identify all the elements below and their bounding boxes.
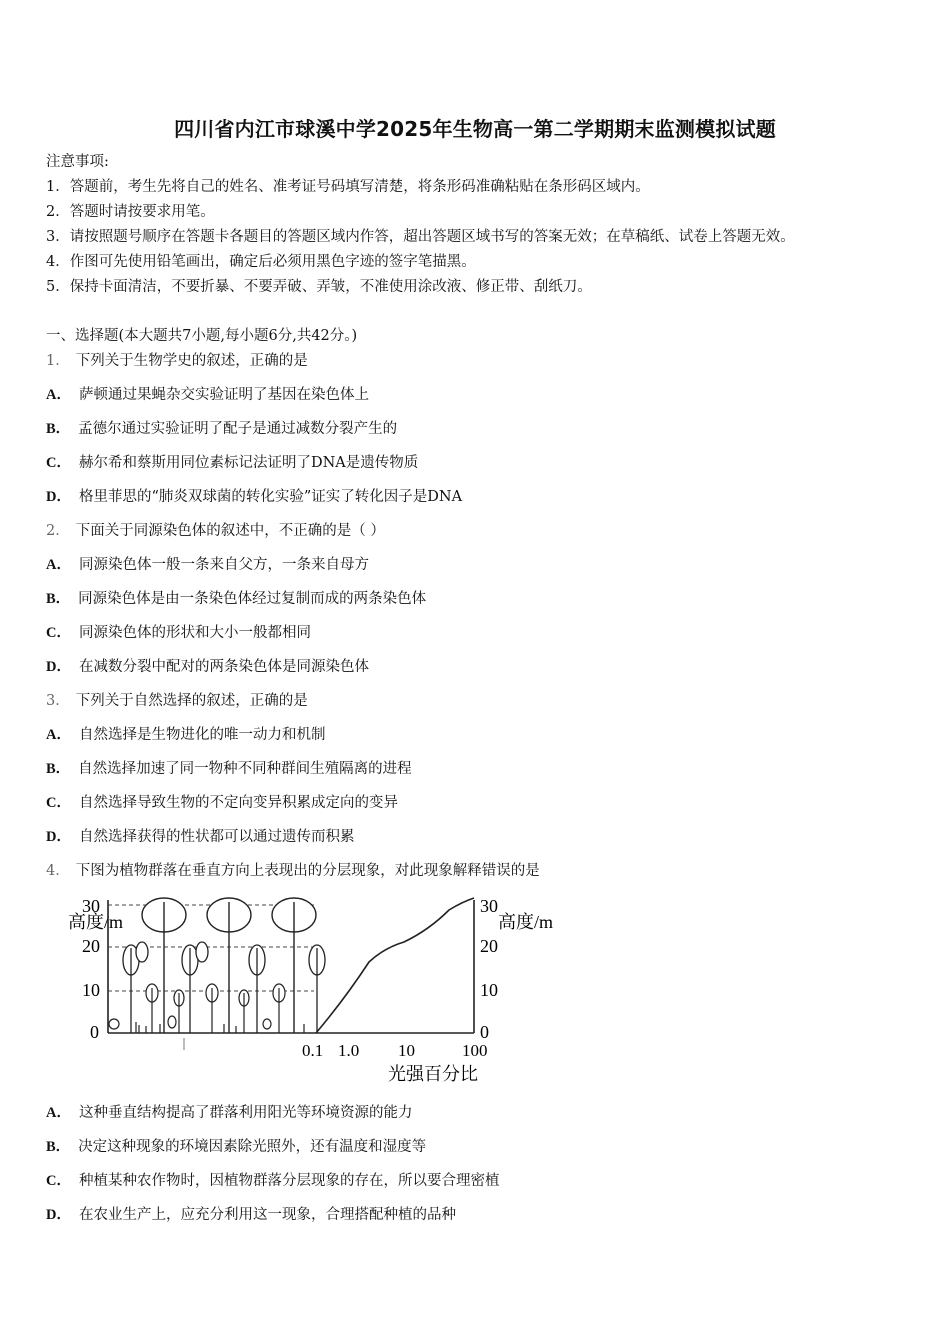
option bbox=[46, 793, 398, 813]
option bbox=[46, 1205, 456, 1225]
option-letter: B． bbox=[46, 761, 71, 777]
option bbox=[46, 385, 369, 405]
question-text: 下列关于生物学史的叙述，正确的是 bbox=[75, 353, 308, 369]
option-text: 自然选择获得的性状都可以通过遗传而积累 bbox=[78, 829, 355, 845]
option-letter: D． bbox=[46, 1207, 71, 1223]
notice-item: 4．作图可先使用铅笔画出，确定后必须用黑色字迹的签字笔描黑。 bbox=[46, 254, 476, 270]
page-title: 四川省内江市球溪中学2025年生物高一第二学期期末监测模拟试题 bbox=[174, 117, 776, 141]
question-number: 3． bbox=[46, 693, 70, 709]
option-letter: A． bbox=[46, 387, 71, 403]
option-text: 自然选择加速了同一物种不同种群间生殖隔离的进程 bbox=[78, 761, 412, 777]
herb-layer bbox=[109, 984, 304, 1050]
option-letter: D． bbox=[46, 829, 71, 845]
option-text: 决定这种现象的环境因素除光照外，还有温度和湿度等 bbox=[78, 1139, 427, 1155]
question-text: 下图为植物群落在垂直方向上表现出的分层现象，对此现象解释错误的是 bbox=[75, 863, 540, 879]
option-letter: B． bbox=[46, 591, 71, 607]
option-letter: C． bbox=[46, 455, 71, 471]
option-text: 同源染色体一般一条来自父方，一条来自母方 bbox=[78, 557, 369, 573]
right-axis-label: 高度/m bbox=[498, 912, 554, 932]
question-text: 下列关于自然选择的叙述，正确的是 bbox=[75, 693, 308, 709]
question-stem bbox=[46, 351, 308, 371]
figure-svg bbox=[68, 890, 554, 1090]
question-stem bbox=[46, 521, 385, 541]
question-stem bbox=[46, 861, 540, 881]
option bbox=[46, 623, 311, 643]
option bbox=[46, 555, 369, 575]
question-text: 下面关于同源染色体的叙述中，不正确的是（ ） bbox=[75, 523, 385, 539]
option bbox=[46, 657, 369, 677]
option bbox=[46, 487, 462, 507]
option bbox=[46, 759, 412, 779]
option bbox=[46, 419, 397, 439]
x-tick-10: 10 bbox=[398, 1041, 415, 1060]
option bbox=[46, 1171, 499, 1191]
option-letter: A． bbox=[46, 557, 71, 573]
notice-item: 3．请按照题号顺序在答题卡各题目的答题区域内作答，超出答题区域书写的答案无效；在草稿纸、试卷上答题无效。 bbox=[46, 229, 795, 245]
option-text: 同源染色体的形状和大小一般都相同 bbox=[78, 625, 311, 641]
option bbox=[46, 453, 418, 473]
left-axis-label-text: 高度/m bbox=[68, 912, 124, 932]
option-text: 自然选择是生物进化的唯一动力和机制 bbox=[78, 727, 326, 743]
option-text: 赫尔希和蔡斯用同位素标记法证明了DNA是遗传物质 bbox=[78, 455, 419, 471]
option-letter: D． bbox=[46, 659, 71, 675]
option-text: 这种垂直结构提高了群落利用阳光等环境资源的能力 bbox=[78, 1105, 413, 1121]
option-letter: A． bbox=[46, 727, 71, 743]
option-letter: A． bbox=[46, 1105, 71, 1121]
option-letter: D． bbox=[46, 489, 71, 505]
option-text: 孟德尔通过实验证明了配子是通过减数分裂产生的 bbox=[78, 421, 398, 437]
option-text: 种植某种农作物时，因植物群落分层现象的存在，所以要合理密植 bbox=[78, 1173, 500, 1189]
x-tick-100: 100 bbox=[462, 1041, 488, 1060]
x-axis-label: 光强百分比 bbox=[388, 1064, 478, 1084]
option-text: 在农业生产上，应充分利用这一现象，合理搭配种植的品种 bbox=[78, 1207, 456, 1223]
y-tick-20: 20 bbox=[82, 936, 100, 956]
x-tick-1.0: 1.0 bbox=[338, 1041, 360, 1060]
option-text: 萨顿通过果蝇杂交实验证明了基因在染色体上 bbox=[78, 387, 369, 403]
y-tick-0: 0 bbox=[90, 1022, 99, 1042]
vertical-stratification-figure bbox=[68, 890, 554, 1090]
y-tick-30: 30 bbox=[82, 896, 100, 916]
light-curve bbox=[316, 898, 474, 1033]
option-text: 格里菲思的“肺炎双球菌的转化实验”证实了转化因子是DNA bbox=[78, 489, 463, 505]
question-stem bbox=[46, 691, 308, 711]
y-tick-10: 10 bbox=[82, 980, 100, 1000]
right-y-tick-30: 30 bbox=[480, 896, 498, 916]
notice-heading: 注意事项: bbox=[46, 154, 109, 170]
option-text: 自然选择导致生物的不定向变异积累成定向的变异 bbox=[78, 795, 398, 811]
option-letter: B． bbox=[46, 1139, 71, 1155]
option bbox=[46, 725, 325, 745]
question-number: 4． bbox=[46, 863, 70, 879]
x-tick-0.1: 0.1 bbox=[302, 1041, 324, 1060]
right-y-tick-10: 10 bbox=[480, 980, 498, 1000]
section-heading: 一、选择题(本大题共7小题,每小题6分,共42分。) bbox=[46, 328, 358, 344]
option bbox=[46, 1103, 412, 1123]
notice-item: 1．答题前，考生先将自己的姓名、准考证号码填写清楚，将条形码准确粘贴在条形码区域内。 bbox=[46, 179, 650, 195]
option-letter: C． bbox=[46, 1173, 71, 1189]
option-text: 在减数分裂中配对的两条染色体是同源染色体 bbox=[78, 659, 369, 675]
notice-item: 5．保持卡面清洁，不要折暴、不要弄破、弄皱，不准使用涂改液、修正带、刮纸刀。 bbox=[46, 279, 592, 295]
notice-item: 2．答题时请按要求用笔。 bbox=[46, 204, 215, 220]
option-text: 同源染色体是由一条染色体经过复制而成的两条染色体 bbox=[78, 591, 427, 607]
option bbox=[46, 589, 426, 609]
right-y-tick-20: 20 bbox=[480, 936, 498, 956]
option-letter: B． bbox=[46, 421, 71, 437]
option bbox=[46, 827, 354, 847]
option-letter: C． bbox=[46, 625, 71, 641]
question-number: 1． bbox=[46, 353, 70, 369]
right-y-tick-0: 0 bbox=[480, 1022, 489, 1042]
option-letter: C． bbox=[46, 795, 71, 811]
tall-tree-layer bbox=[142, 898, 316, 1033]
option bbox=[46, 1137, 426, 1157]
question-number: 2． bbox=[46, 523, 70, 539]
